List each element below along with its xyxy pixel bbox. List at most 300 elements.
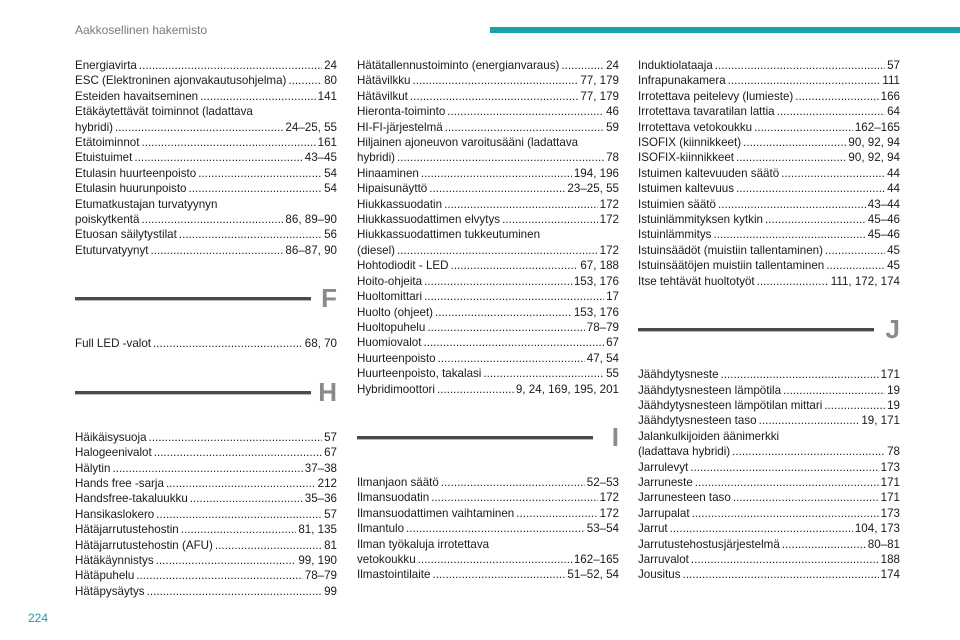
section-divider xyxy=(638,328,874,332)
index-entry xyxy=(638,429,900,460)
index-entry xyxy=(357,227,619,258)
index-entry-text: Istuinlämmitys xyxy=(638,228,712,242)
index-entry xyxy=(357,212,619,227)
dot-leader xyxy=(189,181,323,196)
dot-leader xyxy=(441,475,585,490)
index-entry-pages: 59 xyxy=(606,120,619,134)
index-entry-pages: 162–165 xyxy=(573,552,619,566)
index-entry xyxy=(638,490,900,505)
index-entry-pages: 173 xyxy=(880,460,900,474)
index-entry-text: Hätäjarrutustehostin xyxy=(75,523,179,537)
index-entry xyxy=(638,73,900,88)
index-entry-pages: 111, 172, 174 xyxy=(830,274,900,288)
index-entry-pages: 56 xyxy=(324,228,337,242)
index-entry-pages: 188 xyxy=(880,552,900,566)
index-entry-row xyxy=(638,135,900,150)
index-entry-text: Istuinsäädöt (muistiin tallentaminen) xyxy=(638,243,823,257)
index-entry xyxy=(638,413,900,428)
index-entry xyxy=(638,150,900,165)
index-entry xyxy=(75,227,337,242)
dot-leader xyxy=(713,227,865,242)
index-entry-pages: 99 xyxy=(324,584,337,598)
index-entry-text: Esteiden havaitseminen xyxy=(75,89,199,103)
dot-leader xyxy=(431,490,597,505)
index-entry-row xyxy=(638,490,900,505)
index-entry-text: Itse tehtävät huoltotyöt xyxy=(638,274,755,288)
index-entry xyxy=(75,150,337,165)
index-entry xyxy=(357,366,619,381)
index-entry-row xyxy=(357,289,619,304)
index-entry-row xyxy=(75,89,337,104)
index-entry-text: Hieronta-toiminto xyxy=(357,105,446,119)
index-entry-text: Huurteenpoisto xyxy=(357,351,436,365)
section-divider xyxy=(75,297,311,301)
index-entry-row xyxy=(638,227,900,242)
index-entry-row xyxy=(75,336,337,351)
index-entry-pages: 162–165 xyxy=(854,120,900,134)
index-entry-text: Irrotettava peitelevy (lumieste) xyxy=(638,89,794,103)
index-entry-pages: 23–25, 55 xyxy=(567,182,619,196)
index-entry xyxy=(638,552,900,567)
dot-leader xyxy=(683,567,879,582)
index-entry-row xyxy=(75,522,337,537)
index-entry-pages: 37–38 xyxy=(304,461,337,475)
dot-leader xyxy=(736,150,846,165)
index-entry-pages: 51–52, 54 xyxy=(567,568,619,582)
index-entry-row xyxy=(357,120,619,135)
index-entry-text: Hipaisunäyttö xyxy=(357,182,428,196)
index-entry-row xyxy=(75,553,337,568)
index-entry-row xyxy=(357,366,619,381)
index-entry-text: Handsfree-takaluukku xyxy=(75,492,188,506)
dot-leader xyxy=(150,243,283,258)
index-entry xyxy=(638,258,900,273)
dot-leader xyxy=(732,444,885,459)
index-entry xyxy=(638,120,900,135)
index-entry-text: Jarrulevyt xyxy=(638,460,689,474)
index-entry-text: Hinaaminen xyxy=(357,166,419,180)
dot-leader xyxy=(670,521,853,536)
index-entry xyxy=(638,460,900,475)
index-entry xyxy=(357,537,619,568)
index-entry-row xyxy=(75,120,337,135)
index-entry-row xyxy=(357,351,619,366)
index-entry-text: hybridi) xyxy=(75,120,114,134)
section-header xyxy=(638,315,900,361)
index-entry-row xyxy=(357,305,619,320)
index-entry-row xyxy=(638,552,900,567)
index-entry-row xyxy=(638,150,900,165)
index-entry-pages: 78 xyxy=(606,151,619,165)
index-entry-pages: 19 xyxy=(887,383,900,397)
index-entry xyxy=(357,521,619,536)
index-entry-text: Ilmansuodattimen vaihtaminen xyxy=(357,506,515,520)
index-entry xyxy=(357,506,619,521)
dot-leader xyxy=(733,490,879,505)
index-entry-pages: 141 xyxy=(317,89,337,103)
index-entry-text: Etuistuimet xyxy=(75,151,133,165)
index-entry xyxy=(75,553,337,568)
index-entry-text: Jousitus xyxy=(638,568,681,582)
dot-leader xyxy=(824,398,885,413)
dot-leader xyxy=(134,150,302,165)
index-column-1 xyxy=(75,58,337,599)
index-entry xyxy=(638,166,900,181)
index-entry-text: Huoltomittari xyxy=(357,290,423,304)
section-letter: F xyxy=(321,283,337,314)
index-entry xyxy=(75,135,337,150)
index-entry-text: Induktiolataaja xyxy=(638,59,713,72)
index-entry-pages: 81 xyxy=(324,538,337,552)
index-entry-text: Hohtodiodit - LED xyxy=(357,259,449,273)
dot-leader xyxy=(765,212,866,227)
index-entry xyxy=(357,335,619,350)
dot-leader xyxy=(444,197,598,212)
index-entry-row xyxy=(638,89,900,104)
index-entry xyxy=(638,58,900,73)
index-entry-text: poiskytkentä xyxy=(75,213,140,227)
index-entry-row xyxy=(357,335,619,350)
index-entry xyxy=(75,476,337,491)
index-entry-text: Etuosan säilytystilat xyxy=(75,228,177,242)
index-entry-pages: 99, 190 xyxy=(298,553,337,567)
index-entry-text: ISOFIX-kiinnikkeet xyxy=(638,151,734,165)
dot-leader xyxy=(156,553,297,568)
dot-leader xyxy=(215,538,322,553)
index-entry-row xyxy=(638,444,900,459)
index-entry-row xyxy=(357,567,619,582)
index-entry xyxy=(357,104,619,119)
index-entry-pages: 24 xyxy=(606,59,619,72)
index-entry xyxy=(638,135,900,150)
index-entry-pages: 67, 188 xyxy=(580,259,619,273)
dot-leader xyxy=(190,491,303,506)
index-entry xyxy=(75,522,337,537)
index-entry xyxy=(638,537,900,552)
dot-leader xyxy=(483,366,604,381)
index-entry-pages: 80 xyxy=(324,74,337,88)
index-entry-row xyxy=(638,243,900,258)
index-entry-text: Istuimen kaltevuus xyxy=(638,182,735,196)
dot-leader xyxy=(200,89,316,104)
index-entry-text: Istuimien säätö xyxy=(638,197,716,211)
section-header xyxy=(75,378,337,424)
index-entry xyxy=(357,351,619,366)
index-entry-row xyxy=(357,382,619,397)
dot-leader xyxy=(736,181,885,196)
index-entry-pages: 80–81 xyxy=(867,537,900,551)
index-entry xyxy=(638,398,900,413)
dot-leader xyxy=(153,336,303,351)
index-entry-row xyxy=(638,73,900,88)
index-entry-pages: 172 xyxy=(599,506,619,520)
index-entry-pages: 9, 24, 169, 195, 201 xyxy=(515,382,619,396)
dot-leader xyxy=(141,212,283,227)
dot-leader xyxy=(423,335,604,350)
section-divider xyxy=(357,436,593,440)
index-entry xyxy=(357,120,619,135)
index-entry xyxy=(75,461,337,476)
index-entry-pages: 68, 70 xyxy=(304,337,337,351)
index-entry xyxy=(75,104,337,135)
index-entry-pages: 86–87, 90 xyxy=(285,243,337,257)
dot-leader xyxy=(115,120,283,135)
index-entry xyxy=(357,289,619,304)
index-entry-row xyxy=(357,104,619,119)
index-entry-text: Hansikaslokero xyxy=(75,507,155,521)
index-entry-row xyxy=(75,212,337,227)
index-entry-pages: 19, 171 xyxy=(861,414,900,428)
section-header xyxy=(75,284,337,330)
index-entry-text: Hoito-ohjeita xyxy=(357,274,423,288)
dot-leader xyxy=(412,73,578,88)
index-entry-row xyxy=(357,475,619,490)
section-header xyxy=(357,423,619,469)
index-entry-text: Jäähdytysnesteen taso xyxy=(638,414,757,428)
index-entry-pages: 35–36 xyxy=(304,492,337,506)
index-entry-text: Full LED -valot xyxy=(75,337,152,351)
index-entry-row xyxy=(638,413,900,428)
index-entry xyxy=(357,58,619,73)
index-entry-text: Jarruvalot xyxy=(638,552,689,566)
index-entry-text-line: Etäkäytettävät toiminnot (ladattava xyxy=(75,105,253,119)
index-entry xyxy=(357,166,619,181)
index-entry-text: Halogeenivalot xyxy=(75,446,152,460)
index-entry xyxy=(75,491,337,506)
index-entry-row xyxy=(357,58,619,73)
dot-leader xyxy=(154,445,322,460)
section-letter: J xyxy=(885,314,900,345)
dot-leader xyxy=(781,166,885,181)
index-entry-pages: 45–46 xyxy=(867,228,900,242)
dot-leader xyxy=(695,475,879,490)
index-entry-row xyxy=(357,506,619,521)
index-entry xyxy=(638,475,900,490)
dot-leader xyxy=(156,507,322,522)
dot-leader xyxy=(743,135,846,150)
dot-leader xyxy=(561,58,604,73)
index-entry-text: Hybridimoottori xyxy=(357,382,435,396)
index-entry-row xyxy=(357,166,619,181)
index-entry-text: Häikäisysuoja xyxy=(75,430,147,444)
index-entry-pages: 78–79 xyxy=(304,569,337,583)
dot-leader xyxy=(691,552,879,567)
index-entry-text: Jäähdytysnesteen lämpötila xyxy=(638,383,782,397)
index-entry-text: Huomiovalot xyxy=(357,336,422,350)
index-entry-pages: 153, 176 xyxy=(573,305,619,319)
index-entry-pages: 46 xyxy=(606,105,619,119)
index-entry-row xyxy=(638,181,900,196)
dot-leader xyxy=(406,521,585,536)
index-entry-row xyxy=(357,258,619,273)
index-entry-text: Jarruneste xyxy=(638,475,693,489)
index-entry-row xyxy=(638,506,900,521)
index-entry-text: Hätäpuhelu xyxy=(75,569,135,583)
index-entry-text-line: Etumatkustajan turvatyynyn xyxy=(75,197,218,211)
index-entry xyxy=(638,506,900,521)
index-entry-text: Hätäpysäytys xyxy=(75,584,145,598)
dot-leader xyxy=(445,120,604,135)
index-entry-row xyxy=(75,507,337,522)
index-entry-text: Hätäkäynnistys xyxy=(75,553,154,567)
index-entry-row xyxy=(357,243,619,258)
index-entry-text: hybridi) xyxy=(357,151,396,165)
dot-leader xyxy=(692,506,879,521)
index-entry-text-line: Hiukkassuodattimen tukkeutuminen xyxy=(357,228,541,242)
index-entry xyxy=(357,475,619,490)
index-entry-row xyxy=(357,73,619,88)
dot-leader xyxy=(777,104,885,119)
index-entry-row xyxy=(75,166,337,181)
dot-leader xyxy=(754,120,853,135)
index-entry xyxy=(75,568,337,583)
index-entry-pages: 172 xyxy=(599,243,619,257)
dot-leader xyxy=(147,584,323,599)
dot-leader xyxy=(198,166,322,181)
dot-leader xyxy=(424,289,604,304)
index-entry-text: Hands free -sarja xyxy=(75,476,164,490)
index-column-3 xyxy=(638,58,900,583)
index-entry-row xyxy=(357,181,619,196)
index-entry-row xyxy=(357,212,619,227)
index-entry-row xyxy=(75,73,337,88)
index-entry-text: Etulasin huurunpoisto xyxy=(75,182,187,196)
index-entry-row xyxy=(75,568,337,583)
index-entry xyxy=(357,89,619,104)
index-entry xyxy=(638,227,900,242)
index-entry-pages: 52–53 xyxy=(586,475,619,489)
index-entry xyxy=(357,490,619,505)
header-accent-bar xyxy=(490,27,960,33)
dot-leader xyxy=(424,274,572,289)
index-entry-row xyxy=(638,383,900,398)
index-entry-text: Hätävilkut xyxy=(357,89,408,103)
dot-leader xyxy=(759,413,860,428)
index-entry xyxy=(75,166,337,181)
index-entry-text: Etätoiminnot xyxy=(75,136,140,150)
section-divider xyxy=(75,391,311,395)
index-entry-row xyxy=(357,552,619,567)
dot-leader xyxy=(429,181,565,196)
index-entry-pages: 78 xyxy=(887,445,900,459)
index-entry-pages: 172 xyxy=(599,213,619,227)
index-entry-row xyxy=(75,135,337,150)
index-entry-pages: 77, 179 xyxy=(580,89,619,103)
dot-leader xyxy=(438,351,585,366)
index-entry xyxy=(75,89,337,104)
index-entry xyxy=(357,197,619,212)
index-entry xyxy=(75,445,337,460)
index-entry-pages: 81, 135 xyxy=(298,523,337,537)
index-entry-pages: 45 xyxy=(887,243,900,257)
index-entry xyxy=(638,89,900,104)
dot-leader xyxy=(397,150,604,165)
index-entry-pages: 44 xyxy=(887,182,900,196)
index-entry-row xyxy=(75,461,337,476)
index-entry xyxy=(357,320,619,335)
dot-leader xyxy=(410,89,578,104)
dot-leader xyxy=(757,274,829,289)
dot-leader xyxy=(502,212,598,227)
index-entry-row xyxy=(357,320,619,335)
index-entry-text-line: Jalankulkijoiden äänimerkki xyxy=(638,429,780,443)
dot-leader xyxy=(721,367,879,382)
index-entry-pages: 57 xyxy=(887,59,900,72)
dot-leader xyxy=(149,430,323,445)
index-entry-text: Jäähdytysneste xyxy=(638,368,719,382)
index-entry-text: Istuimen kaltevuuden säätö xyxy=(638,166,780,180)
index-entry xyxy=(75,181,337,196)
dot-leader xyxy=(432,567,565,582)
index-entry-pages: 24–25, 55 xyxy=(285,120,337,134)
dot-leader xyxy=(139,58,322,73)
index-entry-pages: 17 xyxy=(606,290,619,304)
index-entry-pages: 45–46 xyxy=(867,213,900,227)
index-entry-pages: 67 xyxy=(324,446,337,460)
index-entry-row xyxy=(75,430,337,445)
index-entry xyxy=(638,197,900,212)
index-entry xyxy=(357,258,619,273)
dot-leader xyxy=(447,104,604,119)
dot-leader xyxy=(179,227,322,242)
index-entry xyxy=(357,567,619,582)
index-entry-row xyxy=(75,58,337,73)
index-entry-row xyxy=(638,258,900,273)
index-entry xyxy=(75,58,337,73)
index-entry xyxy=(75,197,337,228)
index-entry-pages: 77, 179 xyxy=(580,74,619,88)
index-entry-pages: 24 xyxy=(324,59,337,72)
index-entry-text: Hälytin xyxy=(75,461,111,475)
dot-leader xyxy=(136,568,302,583)
index-entry-pages: 172 xyxy=(599,197,619,211)
dot-leader xyxy=(141,135,315,150)
dot-leader xyxy=(825,243,885,258)
dot-leader xyxy=(451,258,579,273)
dot-leader xyxy=(418,552,572,567)
dot-leader xyxy=(690,460,878,475)
index-entry-row xyxy=(357,89,619,104)
header-title: Aakkosellinen hakemisto xyxy=(75,23,208,37)
index-entry-text: vetokoukku xyxy=(357,552,416,566)
index-entry-text-line: Hiljainen ajoneuvon varoitusääni (ladattava xyxy=(357,136,579,150)
index-entry-row xyxy=(638,58,900,73)
index-entry-text: Hiukkassuodattimen elvytys xyxy=(357,213,501,227)
index-entry xyxy=(638,104,900,119)
index-entry-pages: 172 xyxy=(599,491,619,505)
index-entry-pages: 173 xyxy=(880,506,900,520)
page-number: 224 xyxy=(28,611,49,625)
index-entry-row xyxy=(75,445,337,460)
index-entry-row xyxy=(638,367,900,382)
index-entry-text: Jarrunesteen taso xyxy=(638,491,731,505)
index-entry-text: ESC (Elektroninen ajonvakautusohjelma) xyxy=(75,74,287,88)
index-entry-text: Infrapunakamera xyxy=(638,74,726,88)
index-entry xyxy=(638,181,900,196)
index-entry xyxy=(75,584,337,599)
index-entry xyxy=(357,135,619,166)
index-entry xyxy=(75,430,337,445)
index-entry-pages: 54 xyxy=(324,182,337,196)
index-entry-row xyxy=(75,227,337,242)
index-entry-pages: 43–45 xyxy=(304,151,337,165)
index-entry-pages: 174 xyxy=(880,568,900,582)
index-entry-row xyxy=(638,212,900,227)
dot-leader xyxy=(181,522,297,537)
index-entry-pages: 78–79 xyxy=(586,320,619,334)
index-entry-pages: 55 xyxy=(606,367,619,381)
index-entry-text: Etuturvatyynyt xyxy=(75,243,149,257)
